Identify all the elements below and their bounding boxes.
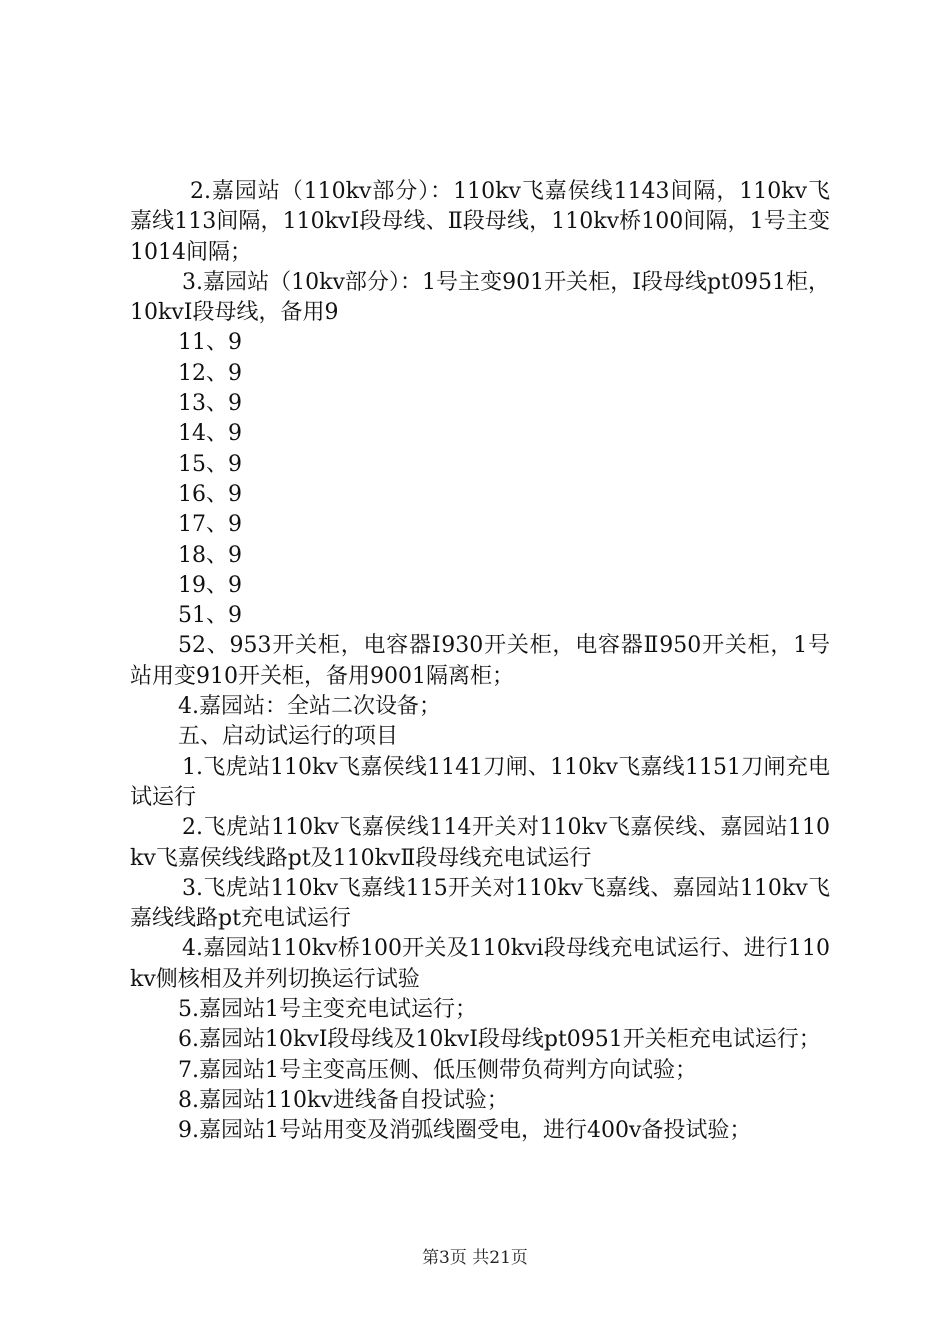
paragraph: 8.嘉园站110kv进线备自投试验； xyxy=(178,1087,509,1113)
paragraph: 4.嘉园站110kv桥100开关及110kvi段母线充电试运行、进行110kv侧核相及并列切换运行试验 xyxy=(130,936,830,992)
paragraph: 15、9 xyxy=(178,451,242,477)
paragraph: 13、9 xyxy=(178,391,242,417)
paragraph: 3.飞虎站110kv飞嘉线115开关对110kv飞嘉线、嘉园站110kv飞嘉线线路pt充电试运行 xyxy=(130,875,830,932)
paragraph: 9.嘉园站1号站用变及消弧线圈受电，进行400v备投试验； xyxy=(178,1118,752,1144)
paragraph: 5.嘉园站1号主变充电试运行； xyxy=(178,997,477,1023)
paragraph: 1.飞虎站110kv飞嘉侯线1141刀闸、110kv飞嘉线1151刀闸充电试运行 xyxy=(130,754,830,810)
paragraph: 五、启动试运行的项目 xyxy=(178,724,399,750)
paragraph: 51、9 xyxy=(178,603,242,629)
paragraph: 3.嘉园站（10kv部分）：1号主变901开关柜，Ⅰ段母线pt0951柜，10kvⅠ段母线，备用9 xyxy=(130,269,830,326)
paragraph: 11、9 xyxy=(178,330,242,356)
paragraph: 16、9 xyxy=(178,481,242,507)
document-body xyxy=(130,177,830,1147)
paragraph: 2.嘉园站（110kv部分）：110kv飞嘉侯线1143间隔，110kv飞嘉线113间隔，110kvⅠ段母线、Ⅱ段母线，110kv桥100间隔，1号主变1014间隔； xyxy=(130,179,830,265)
paragraph: 6.嘉园站10kvⅠ段母线及10kvⅠ段母线pt0951开关柜充电试运行； xyxy=(178,1027,821,1053)
paragraph: 4.嘉园站：全站二次设备； xyxy=(178,694,441,720)
paragraph: 14、9 xyxy=(178,421,242,447)
paragraph: 17、9 xyxy=(178,512,242,538)
page-footer: 第3页 共21页 xyxy=(422,1248,528,1268)
paragraph: 2.飞虎站110kv飞嘉侯线114开关对110kv飞嘉侯线、嘉园站110kv飞嘉侯线线路pt及110kvⅡ段母线充电试运行 xyxy=(130,815,830,871)
paragraph: 52、953开关柜，电容器Ⅰ930开关柜，电容器Ⅱ950开关柜，1号站用变910开关柜，备用9001隔离柜； xyxy=(130,633,830,689)
paragraph: 18、9 xyxy=(178,542,242,568)
paragraph: 7.嘉园站1号主变高压侧、低压侧带负荷判方向试验； xyxy=(178,1057,697,1083)
paragraph: 19、9 xyxy=(178,572,242,598)
paragraph: 12、9 xyxy=(178,360,242,386)
